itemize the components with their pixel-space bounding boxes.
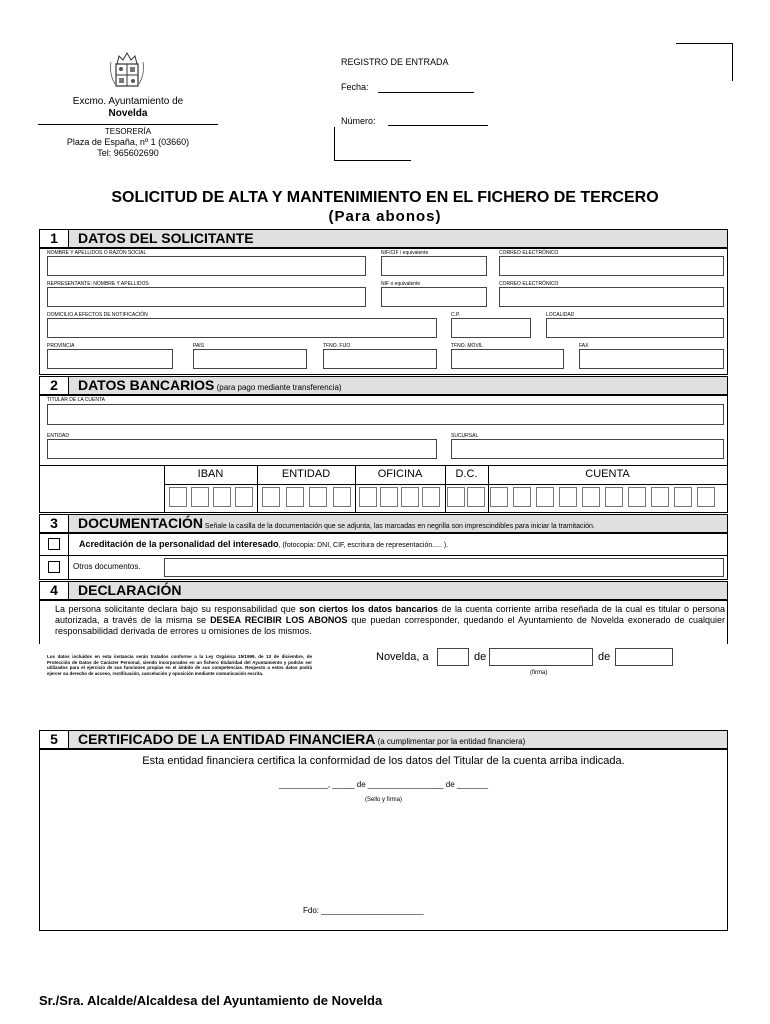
section-5-title: CERTIFICADO DE LA ENTIDAD FINANCIERA [78, 731, 376, 747]
entidad-digit-box[interactable] [309, 487, 327, 507]
oficina-digit-box[interactable] [422, 487, 440, 507]
section-2-number: 2 [40, 377, 69, 394]
otros-documentos-input[interactable] [164, 558, 724, 577]
pais-input[interactable] [193, 349, 307, 369]
section-3-col-divider [68, 533, 69, 580]
section-2-header [39, 376, 728, 395]
legal-notice: Los datos incluidos en esta instancia serán tratados conforme a la Ley Orgánica 15/1999, de 13 de diciembre, de Protección de Datos de Carácter Personal, siendo incorporados en un fichero titularidad del Ayuntamiento y podrán ser utilizados para el ejercicio de sus funciones propias en el ámbito de sus competencias. Respecto a estos datos podrá ejercer su derecho de acceso, rectificación, cancelación y oposición mediante comunicación escrita. [47, 654, 312, 676]
addressee: Sr./Sra. Alcalde/Alcaldesa del Ayuntamiento de Novelda [39, 993, 383, 1008]
doc-item-1-rest: , (fotocopia: DNI, CIF, escritura de representación..... ). [278, 542, 449, 549]
section-4-header [39, 581, 728, 600]
cuenta-digit-box[interactable] [490, 487, 508, 507]
entidad-digit-box[interactable] [262, 487, 280, 507]
fax-label: FAX [579, 343, 589, 349]
sucursal-label: SUCURSAL [451, 433, 479, 439]
year-input[interactable] [615, 648, 673, 666]
section-5-body [39, 749, 728, 931]
iban-digit-box[interactable] [191, 487, 209, 507]
entidad-header: ENTIDAD [281, 468, 331, 480]
section-3-header [39, 514, 728, 533]
fecha-label: Fecha: [341, 82, 369, 92]
header-divider [38, 124, 218, 125]
tfno-fijo-input[interactable] [323, 349, 437, 369]
cuenta-digit-box[interactable] [628, 487, 646, 507]
section-4-number: 4 [40, 582, 69, 599]
declaration-part-c: de la cuenta corriente arriba reseñada de la cual es titular o persona autorizada, a través de la misma se [55, 604, 725, 625]
doc-checkbox-2[interactable] [48, 561, 60, 573]
declaration-part-d: DESEA RECIBIR LOS ABONOS [210, 615, 348, 625]
doc-checkbox-1[interactable] [48, 538, 60, 550]
titular-label: TITULAR DE LA CUENTA [47, 397, 105, 403]
representante-input[interactable] [47, 287, 366, 307]
entidad-digit-box[interactable] [333, 487, 351, 507]
cp-input[interactable] [451, 318, 531, 338]
cuenta-digit-box[interactable] [674, 487, 692, 507]
entidad-digit-box[interactable] [286, 487, 304, 507]
domicilio-label: DOMICILIO A EFECTOS DE NOTIFICACIÓN [47, 312, 148, 318]
sucursal-input[interactable] [451, 439, 724, 459]
cuenta-digit-box[interactable] [582, 487, 600, 507]
fecha-line[interactable] [378, 92, 474, 93]
section-1-header [39, 229, 728, 248]
oficina-header: OFICINA [377, 468, 423, 480]
fax-input[interactable] [579, 349, 724, 369]
numero-label: Número: [341, 116, 376, 126]
oficina-digit-box[interactable] [401, 487, 419, 507]
section-1-title: DATOS DEL SOLICITANTE [78, 230, 254, 246]
section-3-title: DOCUMENTACIÓN [78, 515, 203, 531]
certification-text: Esta entidad financiera certifica la conformidad de los datos del Titular de la cuenta arriba indicada. [142, 755, 625, 767]
titular-input[interactable] [47, 404, 724, 425]
tfno-fijo-label: TFNO. FIJO [323, 343, 351, 349]
month-input[interactable] [489, 648, 593, 666]
cuenta-digit-box[interactable] [605, 487, 623, 507]
section-3-number: 3 [40, 515, 69, 532]
iban-header: IBAN [197, 468, 224, 480]
nif-label: NIF/CIF / equivalente [381, 250, 429, 256]
nif2-label: NIF o equivalente [381, 281, 421, 287]
oficina-digit-box[interactable] [359, 487, 377, 507]
domicilio-input[interactable] [47, 318, 437, 338]
coat-of-arms-logo [107, 50, 147, 90]
iban-digit-box[interactable] [235, 487, 253, 507]
section-3-divider [39, 555, 728, 556]
representante-label: REPRESENTANTE: NOMBRE Y APELLIDOS [47, 281, 149, 287]
stamp-corner [676, 43, 733, 81]
nif-input[interactable] [381, 256, 487, 276]
declaration-part-a: La persona solicitante declara bajo su responsabilidad que [55, 604, 300, 614]
sello-label: (Sello y firma) [364, 797, 402, 803]
declaration-part-e: que puedan corresponder, quedando el Ayuntamiento de Novelda exonerado de cualquier responsabilidad derivada de errores u omisiones de los mismos. [55, 615, 725, 636]
doc-item-2: Otros documentos. [73, 562, 141, 571]
department-name: TESORERÍA [104, 127, 152, 136]
form-title: SOLICITUD DE ALTA Y MANTENIMIENTO EN EL FICHERO DE TERCERO [111, 189, 659, 206]
section-5-number: 5 [40, 731, 69, 748]
localidad-label: LOCALIDAD [546, 312, 575, 318]
dc-header: D.C. [455, 468, 478, 480]
de-label-2: de [598, 651, 611, 663]
iban-digit-box[interactable] [169, 487, 187, 507]
certification-date-line[interactable]: ___________, _____ de _________________ de _______ [278, 780, 489, 789]
tfno-movil-label: TFNO. MÓVIL [451, 343, 483, 349]
declaration-part-b: son ciertos los datos bancarios [299, 604, 439, 614]
cuenta-digit-box[interactable] [697, 487, 715, 507]
nif2-input[interactable] [381, 287, 487, 307]
ayuntamiento-name: Novelda [108, 108, 148, 119]
numero-line[interactable] [388, 125, 488, 126]
section-2-title: DATOS BANCARIOS [78, 377, 215, 393]
declaration-text [55, 604, 725, 637]
cuenta-digit-box[interactable] [513, 487, 531, 507]
section-3-note: Señale la casilla de la documentación que se adjunta, las marcadas en negrilla son imprescindibles para iniciar la tramitación. [202, 523, 595, 530]
registro-bracket [334, 127, 411, 161]
day-input[interactable] [437, 648, 469, 666]
dc-digit-box[interactable] [467, 487, 485, 507]
cuenta-digit-box[interactable] [559, 487, 577, 507]
cuenta-digit-box[interactable] [651, 487, 669, 507]
doc-item-1-bold: Acreditación de la personalidad del interesado [79, 539, 279, 549]
iban-digit-box[interactable] [213, 487, 231, 507]
tfno-movil-input[interactable] [451, 349, 564, 369]
cuenta-header: CUENTA [585, 468, 630, 480]
correo-input[interactable] [499, 256, 724, 276]
form-subtitle: (Para abonos) [328, 208, 442, 225]
section-5-header [39, 730, 728, 749]
fdo-line[interactable]: Fdo: _______________________ [303, 906, 424, 915]
cp-label: C.P. [451, 312, 461, 318]
entidad-input[interactable] [47, 439, 437, 459]
entidad-label: ENTIDAD [47, 433, 69, 439]
oficina-digit-box[interactable] [380, 487, 398, 507]
section-2-note: (para pago mediante transferencia) [214, 383, 342, 392]
registro-title: REGISTRO DE ENTRADA [341, 57, 449, 67]
section-5-note: (a cumplimentar por la entidad financiera) [375, 737, 526, 746]
dc-digit-box[interactable] [447, 487, 465, 507]
correo-label: CORREO ELECTRÓNICO [499, 250, 559, 256]
section-4-title: DECLARACIÓN [78, 582, 182, 598]
firma-label: (firma) [530, 670, 548, 676]
ayuntamiento-line1: Excmo. Ayuntamiento de [72, 96, 184, 107]
pais-label: PAÍS [193, 343, 205, 349]
cuenta-digit-box[interactable] [536, 487, 554, 507]
section-1-number: 1 [40, 230, 69, 247]
correo2-input[interactable] [499, 287, 724, 307]
localidad-input[interactable] [546, 318, 724, 338]
phone: Tel: 965602690 [97, 148, 159, 158]
provincia-label: PROVINCIA [47, 343, 75, 349]
nombre-input[interactable] [47, 256, 366, 276]
address: Plaza de España, nº 1 (03660) [66, 137, 190, 147]
nombre-label: NOMBRE Y APELLIDOS O RAZÓN SOCIAL [47, 250, 147, 256]
correo2-label: CORREO ELECTRÓNICO [499, 281, 559, 287]
de-label-1: de [474, 651, 487, 663]
provincia-input[interactable] [47, 349, 173, 369]
place-label: Novelda, a [376, 651, 429, 663]
